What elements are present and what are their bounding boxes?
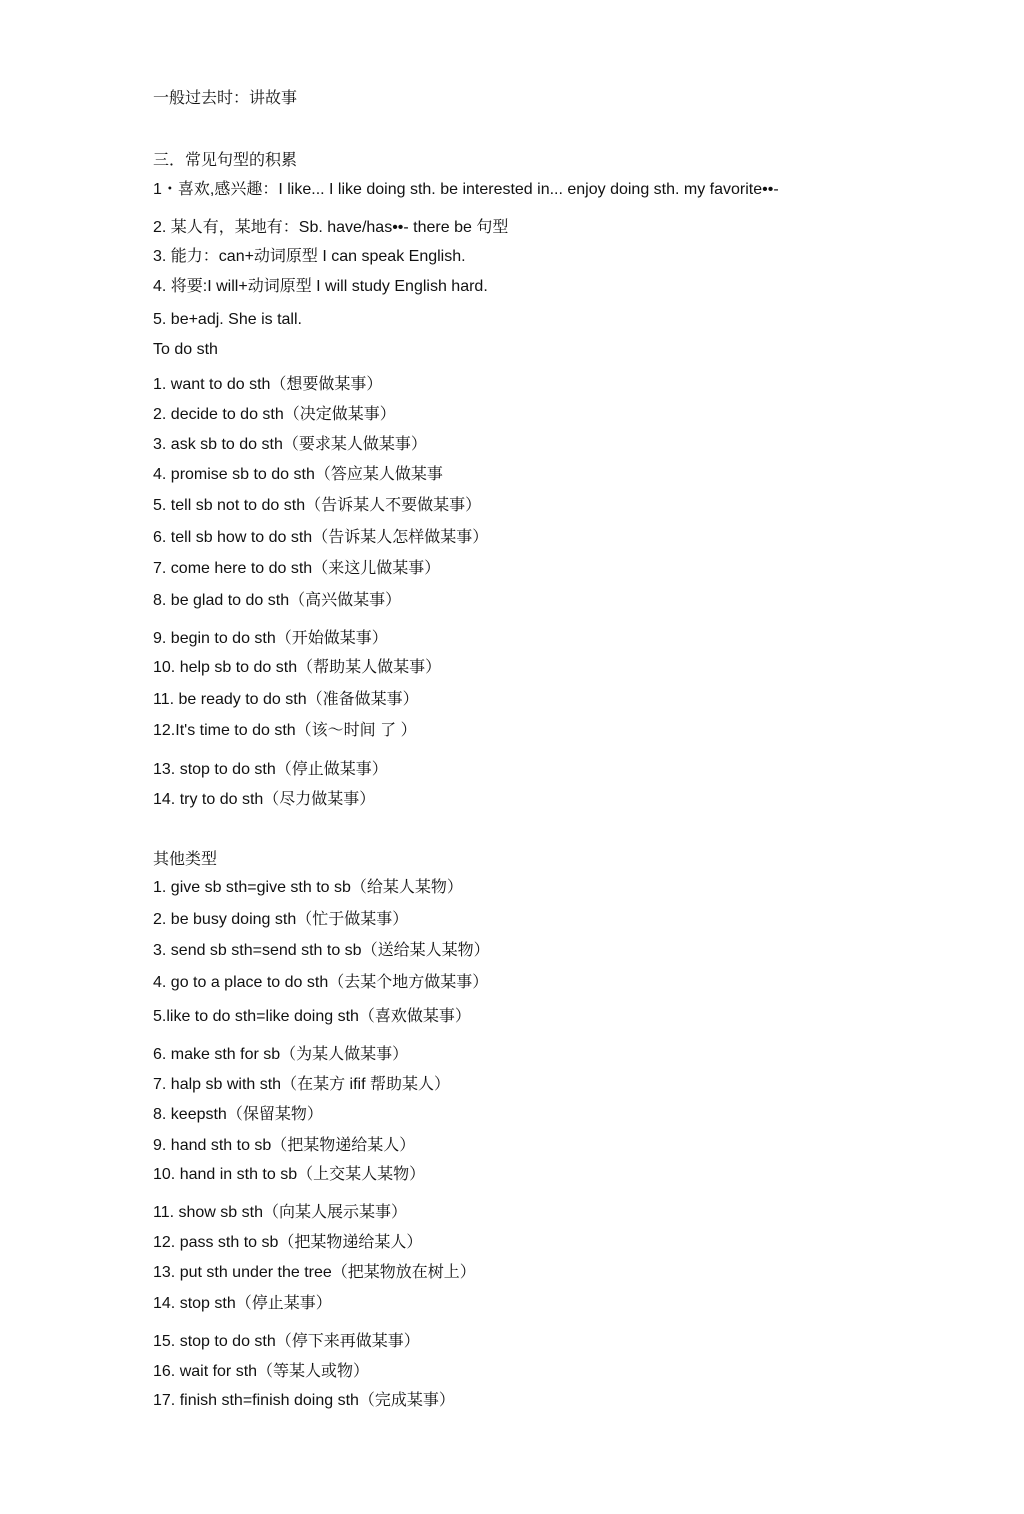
- list-item: 1. want to do sth（想要做某事）: [153, 376, 383, 393]
- list-item: 5. tell sb not to do sth（告诉某人不要做某事）: [153, 497, 482, 514]
- list-item: 4. go to a place to do sth（去某个地方做某事）: [153, 974, 489, 991]
- list-item: 1. give sb sth=give sth to sb（给某人某物）: [153, 879, 463, 896]
- section-title-other-types: 其他类型: [153, 851, 218, 868]
- list-item: 3. ask sb to do sth（要求某人做某事）: [153, 436, 427, 453]
- pattern-item: 2. 某人有，某地有：Sb. have/has••- there be 句型: [153, 219, 509, 236]
- section-title-sentence-patterns: 三．常见句型的积累: [153, 152, 298, 169]
- list-item: 13. put sth under the tree（把某物放在树上）: [153, 1264, 476, 1281]
- list-item: 7. halp sb with sth（在某方 ifif 帮助某人）: [153, 1076, 450, 1093]
- pattern-item: 3. 能力：can+动词原型 I can speak English.: [153, 248, 466, 265]
- list-item: 4. promise sb to do sth（答应某人做某事: [153, 466, 443, 483]
- list-item: 12.It's time to do sth（该〜时间 了 ）: [153, 722, 417, 739]
- list-item: 2. decide to do sth（决定做某事）: [153, 406, 396, 423]
- list-item: 9. hand sth to sb（把某物递给某人）: [153, 1137, 416, 1154]
- list-item: 14. stop sth（停止某事）: [153, 1295, 332, 1312]
- list-item: 9. begin to do sth（开始做某事）: [153, 630, 388, 647]
- list-item: 12. pass sth to sb（把某物递给某人）: [153, 1234, 423, 1251]
- list-item: 10. hand in sth to sb（上交某人某物）: [153, 1166, 426, 1183]
- list-item: 13. stop to do sth（停止做某事）: [153, 761, 388, 778]
- list-item: 5.like to do sth=like doing sth（喜欢做某事）: [153, 1008, 471, 1025]
- list-item: 8. be glad to do sth（高兴做某事）: [153, 592, 402, 609]
- list-item: 17. finish sth=finish doing sth（完成某事）: [153, 1392, 455, 1409]
- list-item: 10. help sb to do sth（帮助某人做某事）: [153, 659, 442, 676]
- list-item: 6. tell sb how to do sth（告诉某人怎样做某事）: [153, 529, 489, 546]
- heading-past-tense: 一般过去时：讲故事: [153, 90, 298, 107]
- pattern-item: 4. 将要:I will+动词原型 I will study English hard.: [153, 278, 488, 295]
- list-item: 3. send sb sth=send sth to sb（送给某人某物）: [153, 942, 490, 959]
- pattern-item: 1・喜欢,感兴趣：I like... I like doing sth. be interested in... enjoy doing sth. my favorite••-: [153, 181, 779, 198]
- section-title-to-do-sth: To do sth: [153, 341, 218, 358]
- list-item: 8. keepsth（保留某物）: [153, 1106, 323, 1123]
- list-item: 11. show sb sth（向某人展示某事）: [153, 1204, 407, 1221]
- list-item: 6. make sth for sb（为某人做某事）: [153, 1046, 409, 1063]
- pattern-item: 5. be+adj. She is tall.: [153, 311, 302, 328]
- list-item: 15. stop to do sth（停下来再做某事）: [153, 1333, 420, 1350]
- list-item: 11. be ready to do sth（准备做某事）: [153, 691, 419, 708]
- list-item: 2. be busy doing sth（忙于做某事）: [153, 911, 409, 928]
- list-item: 16. wait for sth（等某人或物）: [153, 1363, 370, 1380]
- list-item: 14. try to do sth（尽力做某事）: [153, 791, 376, 808]
- list-item: 7. come here to do sth（来这儿做某事）: [153, 560, 441, 577]
